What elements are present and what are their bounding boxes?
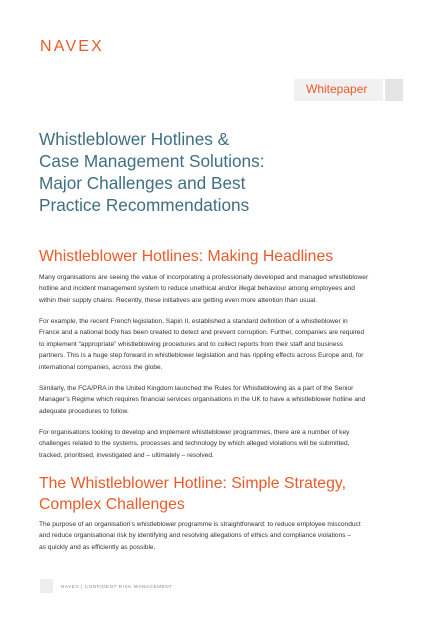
- paragraph: [39, 427, 407, 461]
- title-line: Major Challenges and Best: [39, 173, 246, 193]
- paragraph: [39, 272, 407, 306]
- footer-decoration: [40, 579, 53, 593]
- paragraph: [39, 383, 407, 417]
- text-line: adequate procedures to follow.: [39, 407, 129, 415]
- text-line: partners. This is a huge step forward in whistleblower legislation and has rippling effects across Europe and, for: [39, 352, 364, 360]
- text-line: to implement “appropriate” whistleblowing procedures and to collect reports from their staff and business: [39, 340, 344, 348]
- navex-logo: NAVEX: [40, 38, 105, 55]
- document-type-label: Whitepaper: [306, 82, 368, 96]
- text-line: and reduce organisational risk by identifying and resolving allegations of ethics and compliance violations –: [39, 532, 351, 540]
- tag-decoration: [385, 79, 403, 101]
- footer-text: NAVEX | CONFIDENT RISK MANAGEMENT: [61, 584, 173, 589]
- title-line: Practice Recommendations: [39, 195, 250, 215]
- document-type-tag: [294, 79, 383, 101]
- text-line: For example, the recent French legislation, Sapin II, established a standard definition of a whistleblower in: [39, 318, 348, 325]
- text-line: international companies, across the globe.: [39, 363, 163, 371]
- text-line: tracked, prioritised, investigated and – ultimately – resolved.: [39, 451, 214, 459]
- paragraph: [39, 519, 407, 553]
- text-line: within their supply chains. Recently, these initiatives are getting even more attention than usual.: [39, 296, 318, 304]
- text-line: France and a national body has been created to detect and prevent corruption. Further, companies are required: [39, 329, 365, 337]
- section-heading-line: The Whistleblower Hotline: Simple Strategy,: [39, 475, 346, 492]
- text-line: Many organisations are seeing the value of incorporating a professionally developed and managed whistleblower: [39, 274, 369, 281]
- section-heading-line: Whistleblower Hotlines: Making Headlines: [39, 248, 334, 265]
- text-line: The purpose of an organisation’s whistleblower programme is straightforward: to reduce employee misconduct: [39, 521, 361, 528]
- paragraph: [39, 316, 407, 373]
- text-line: For organisations looking to develop and implement whistleblower programmes, there are a number of key: [39, 429, 350, 436]
- text-line: Similarly, the FCA/PRA in the United Kingdom launched the Rules for Whistleblowing as a part of the Senior: [39, 385, 354, 392]
- page-title: [39, 128, 369, 216]
- text-line: challenges related to the systems, processes and technology by which alleged violations will be submitted,: [39, 440, 350, 448]
- title-line: Case Management Solutions:: [39, 151, 265, 171]
- section-heading: [39, 246, 333, 267]
- section-heading-line: Complex Challenges: [39, 496, 185, 513]
- text-line: as quickly and as efficiently as possible.: [39, 543, 156, 551]
- text-line: Manager’s Regime which requires financial services organisations in the UK to have a whistleblower hotline and: [39, 396, 366, 404]
- text-line: hotline and incident management system to reduce unethical and/or illegal behaviour among employees and: [39, 285, 355, 293]
- section-heading: [39, 473, 346, 515]
- title-line: Whistleblower Hotlines &: [39, 129, 230, 149]
